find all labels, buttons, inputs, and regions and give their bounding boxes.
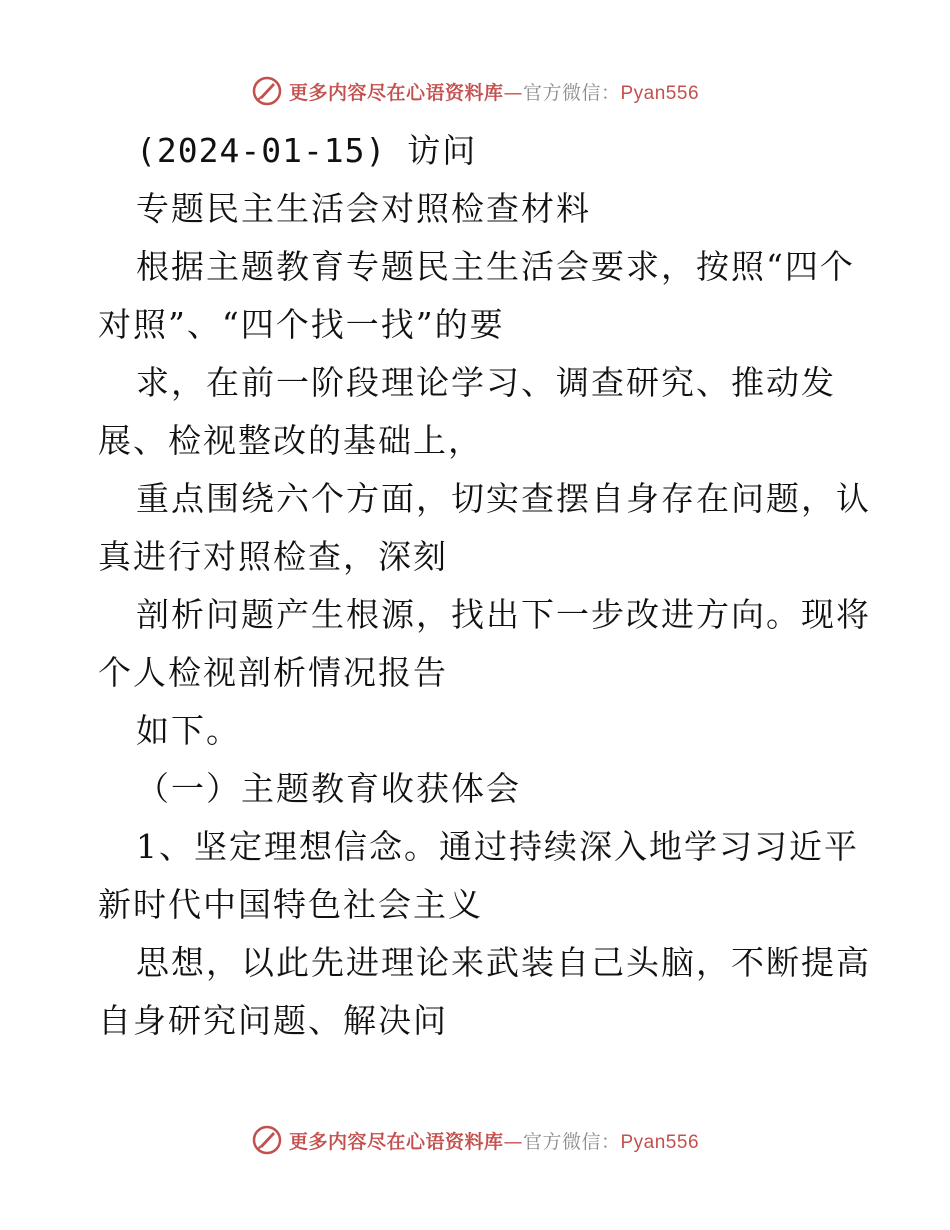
paragraph-line: 如下。	[136, 711, 241, 750]
paragraph-line: 1、坚定理想信念。通过持续深入地学习习近平	[136, 827, 859, 866]
paragraph-line: 对照”、“四个找一找”的要	[98, 305, 505, 344]
quill-logo-icon	[251, 75, 283, 107]
watermark-wechat-label: 官方微信：	[522, 1130, 621, 1153]
watermark-wechat-id: Pyan556	[620, 82, 700, 104]
watermark-text	[289, 1127, 699, 1154]
paragraph-line: 个人检视剖析情况报告	[98, 653, 448, 692]
date-text: (2024-01-15)	[136, 131, 387, 170]
paragraph-line: 自身研究问题、解决问	[98, 1001, 448, 1040]
watermark-wechat-label: 官方微信：	[522, 81, 621, 104]
watermark-dash: —	[503, 81, 523, 104]
document-title: 专题民主生活会对照检查材料	[136, 189, 591, 228]
paragraph-line: 新时代中国特色社会主义	[98, 885, 483, 924]
watermark-main: 更多内容尽在心语资料库	[288, 1130, 504, 1153]
paragraph-line: 真进行对照检查，深刻	[98, 537, 448, 576]
paragraph-line: 思想，以此先进理论来武装自己头脑，不断提高	[136, 943, 871, 982]
paragraph-line: 展、检视整改的基础上，	[98, 421, 483, 460]
footer-watermark	[0, 1120, 950, 1160]
header-watermark	[0, 71, 950, 111]
document-body	[98, 122, 871, 1050]
watermark-main: 更多内容尽在心语资料库	[288, 81, 504, 104]
paragraph-line: 根据主题教育专题民主生活会要求，按照“四个	[136, 247, 855, 286]
quill-logo-icon	[251, 1124, 283, 1156]
paragraph-line: 求，在前一阶段理论学习、调查研究、推动发	[136, 363, 836, 402]
watermark-dash: —	[503, 1130, 523, 1153]
paragraph-line: 剖析问题产生根源，找出下一步改进方向。现将	[136, 595, 871, 634]
watermark-wechat-id: Pyan556	[620, 1131, 700, 1153]
date-suffix: 访问	[407, 131, 478, 170]
date-line	[98, 122, 868, 180]
watermark-text	[289, 78, 699, 105]
section-heading: （一）主题教育收获体会	[136, 769, 521, 808]
paragraph-line: 重点围绕六个方面，切实查摆自身存在问题，认	[136, 479, 871, 518]
